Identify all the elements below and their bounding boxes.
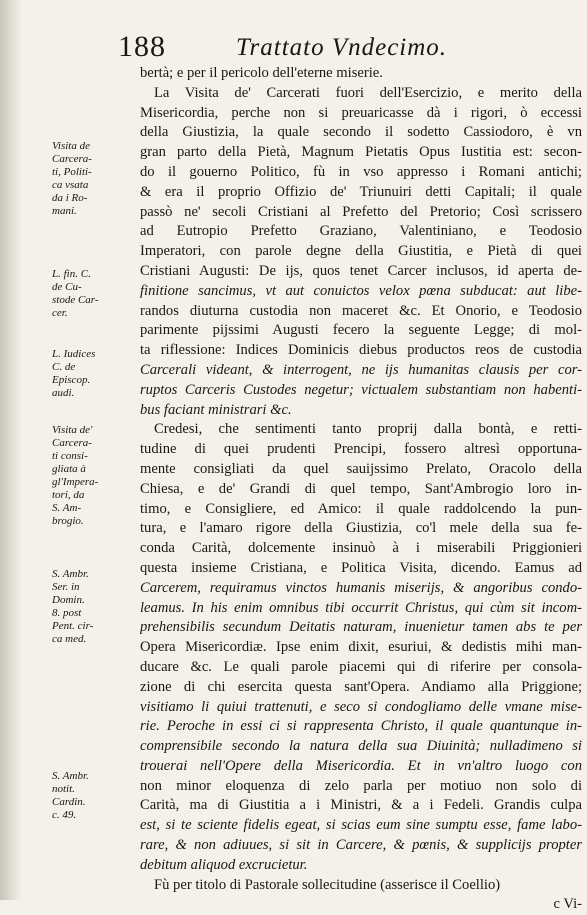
text-line: ta riflessione: Indices Dominicis diebus productos reos de custodia bbox=[140, 342, 582, 359]
margin-note-line: gl'Impera- bbox=[52, 476, 99, 488]
catchword: c Vi- bbox=[553, 896, 582, 913]
margin-note-line: 8. post bbox=[52, 607, 82, 619]
text-line: ad Eutropio Prefetto Graziano, Valentiniano, e Teodosio bbox=[140, 223, 582, 240]
text-line: bus faciant ministrari &c. bbox=[140, 401, 292, 418]
margin-note-line: mani. bbox=[52, 205, 77, 217]
margin-note-line: Domin. bbox=[52, 594, 85, 606]
text-line: Carcerem, requiramus vinctos humanis miserijs, & angoribus condo- bbox=[140, 579, 582, 596]
margin-note-line: stode Car- bbox=[52, 294, 99, 306]
margin-note-line: Ser. in bbox=[52, 581, 80, 593]
text-line: non minor eloquenza di zelo parla per motiuo non solo di bbox=[140, 777, 582, 794]
text-line: Chiesa, e de' Grandi di quel tempo, Sant'Ambrogio loro in- bbox=[140, 480, 582, 497]
main-text bbox=[140, 64, 582, 915]
text-line: Imperatori, con parole degne della Giustitia, e Pietà di quei bbox=[140, 243, 582, 260]
text-line: debitum aliquod excrucietur. bbox=[140, 856, 308, 873]
text-line: prehensibilis secundum Deitatis naturam, inuenietur tamen abs te per bbox=[140, 619, 582, 636]
text-line: La Visita de' Carcerati fuori dell'Esercizio, e merito della bbox=[154, 84, 582, 101]
text-line: mente consigliati da quel sauijssimo Prelato, Oracolo della bbox=[140, 460, 582, 477]
text-line: Misericordia, perche non si preuaricasse dà i rigori, ò eccessi bbox=[140, 104, 582, 121]
text-line: bertà; e per il pericolo dell'eterne miserie. bbox=[140, 65, 383, 81]
text-line: Carcerali videant, & interrogent, ne ijs humanitas clausis per cor- bbox=[140, 361, 582, 378]
margin-note-line: S. Ambr. bbox=[52, 770, 89, 782]
margin-note bbox=[52, 268, 130, 320]
margin-note-line: Visita de bbox=[52, 140, 90, 152]
text-line: passò ne' secoli Cristiani al Prefetto del Pretorio; Così scrissero bbox=[140, 203, 582, 220]
text-line: Carità, ma di Giustitia a i Ministri, & a i Fedeli. Grandis culpa bbox=[140, 797, 582, 814]
text-line: ruptos Carceris Custodes negetur; victualem substantiam non habenti- bbox=[140, 381, 582, 398]
margin-note-line: Cardin. bbox=[52, 796, 86, 808]
text-line: della Giustizia, la quale secondo il sodetto Cassiodoro, è vn bbox=[140, 124, 582, 141]
margin-note bbox=[52, 770, 130, 822]
margin-note bbox=[52, 568, 130, 646]
margin-note-line: S. Am- bbox=[52, 502, 82, 514]
text-line: conda Carità, dolcemente insinuò à i miserabili Priggionieri bbox=[140, 540, 582, 557]
margin-note-line: ca med. bbox=[52, 633, 87, 645]
margin-note-line: C. de bbox=[52, 361, 76, 373]
text-line: rie. Peroche in essi ci si rappresenta Christo, il quale quantunque in- bbox=[140, 718, 582, 735]
binding-shadow bbox=[0, 0, 22, 900]
margin-note-line: da i Ro- bbox=[52, 192, 88, 204]
text-line: parimente pijssimi Augusti fecero la seguente Legge; di mol- bbox=[140, 322, 582, 339]
text-line: est, si te sciente fidelis egeat, si scias eum sine sumptu esse, fame labo- bbox=[140, 817, 582, 834]
margin-note-line: audi. bbox=[52, 387, 75, 399]
text-line: visitiamo li quiui trattenuti, e seco si condogliamo delle vmane mise- bbox=[140, 698, 582, 715]
margin-note-line: L. Iudices bbox=[52, 348, 96, 360]
text-line: questa insieme Cristiana, e Politica Visita, dicendo. Eamus ad bbox=[140, 559, 582, 576]
margin-note-line: c. 49. bbox=[52, 809, 77, 821]
text-line: trouerai nell'Opere della Misericordia. Et in vn'altro luogo con bbox=[140, 757, 582, 774]
page-number: 188 bbox=[118, 30, 166, 63]
text-line: Credesi, che sentimenti tanto proprij dalla bontà, e retti- bbox=[154, 421, 582, 438]
margin-note-line: Episcop. bbox=[52, 374, 91, 386]
text-line: Opera Misericordiæ. Ipse enim dixit, esuriui, & dedistis mihi man- bbox=[140, 639, 582, 656]
margin-note-line: Pent. cir- bbox=[52, 620, 94, 632]
text-line: tudine di quei prudenti Prencipi, fossero altresì opportuna- bbox=[140, 441, 582, 458]
margin-note-line: ca vsata bbox=[52, 179, 89, 191]
text-line: comprensibile secondo la natura della sua Diuinità; nulladimeno si bbox=[140, 738, 582, 755]
text-line: do il gouerno Politico, fù in vso appresso i Romani antichi; bbox=[140, 163, 582, 180]
text-line: ducare &c. Le quali parole piacemi qui di riferire per consola- bbox=[140, 658, 582, 675]
margin-note-line: Carcera- bbox=[52, 437, 92, 449]
margin-note-line: notit. bbox=[52, 783, 75, 795]
margin-note-line: cer. bbox=[52, 307, 68, 319]
margin-note-line: Visita de' bbox=[52, 424, 93, 436]
text-line: & era il proprio Offizio de' Triunuiri detti Capitali; il quale bbox=[140, 183, 582, 200]
margin-note-line: ti, Politi- bbox=[52, 166, 92, 178]
margin-note-line: tori, da bbox=[52, 489, 85, 501]
margin-note-line: L. fin. C. bbox=[52, 268, 91, 280]
margin-note bbox=[52, 424, 130, 528]
margin-note-line: gliata à bbox=[52, 463, 86, 475]
margin-note bbox=[52, 348, 130, 400]
margin-note bbox=[52, 140, 130, 218]
margin-note-line: brogio. bbox=[52, 515, 84, 527]
text-line: finitione sancimus, vt aut conuictos velox pœna subducat: aut libe- bbox=[140, 282, 582, 299]
text-line: timo, e Consigliere, ed Amico: il quale raddolcendo la pun- bbox=[140, 500, 582, 517]
margin-note-line: ti consi- bbox=[52, 450, 88, 462]
text-line: rare, & non adiuues, si sit in Carcere, & pœnis, & supplicijs propter bbox=[140, 837, 582, 854]
running-title: Trattato Vndecimo. bbox=[236, 34, 448, 61]
margin-note-line: Carcera- bbox=[52, 153, 92, 165]
text-line: leamus. In his enim omnibus tibi occurrit Christus, qui cùm sit incom- bbox=[140, 599, 582, 616]
text-line: zione di chi esercita questa sant'Opera. Andiamo alla Priggione; bbox=[140, 678, 582, 695]
text-line: randos diuturna custodia non maceret &c. Et Onorio, e Teodosio bbox=[140, 302, 582, 319]
text-line: tura, e l'amaro rigore della Giustizia, co'l mele della sua fe- bbox=[140, 520, 582, 537]
margin-note-line: S. Ambr. bbox=[52, 568, 89, 580]
text-line: gran parto della Pietà, Magnum Pietatis Opus Iustitia est: secon- bbox=[140, 144, 582, 161]
margin-note-line: de Cu- bbox=[52, 281, 82, 293]
text-line: Fù per titolo di Pastorale sollecitudine (asserisce il Coellio) bbox=[154, 876, 501, 893]
text-line: Cristiani Augusti: De ijs, quos tenet Carcer inclusos, id aperta de- bbox=[140, 262, 582, 279]
